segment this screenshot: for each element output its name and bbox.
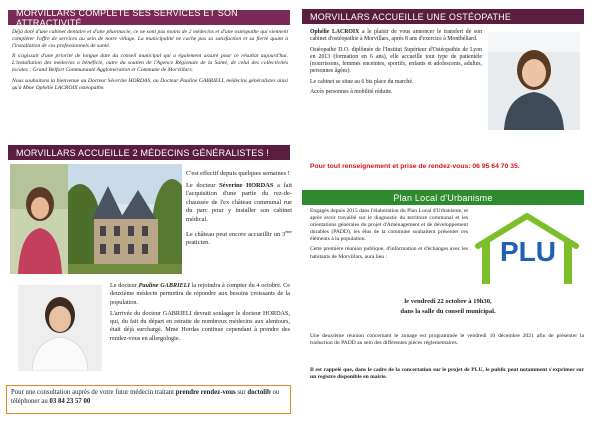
gabrieli-paragraph: Le docteur Pauline GABRIELI la rejoindra à compter du 4 octobre. Ce deuxième médecin permettra de répondre aux besoins croissants de la population.: [110, 282, 290, 306]
plu-paragraph-2: Cette première réunion publique, d'information et d'échanges avec les habitants de Morvillars, aura lieu :: [310, 246, 468, 260]
osteo-intro: Ophélie LACROIX a le plaisir de vous annoncer le transfert de son cabinet d'ostéopathie à Morvillars, après 8 ans d'exercice à Montbéliard.: [310, 29, 482, 43]
header-plu: Plan Local d'Urbanisme: [302, 190, 584, 205]
doctor-gabrieli-photo: [18, 285, 102, 371]
chateau-photo: [68, 164, 182, 274]
relief-paragraph: L'arrivée du docteur GABRIELI devrait soulager le docteur HORDAS, qui, du fait du départ en retraite de nombreux médecins aux alentours, était déjà surchargé. Mme Hordas continue cependant à prendre des rendez-vous en allergologie.: [110, 309, 290, 342]
header-medecins: MORVILLARS ACCUEILLE 2 MÉDECINS GÉNÉRALISTES !: [8, 145, 290, 160]
intro-paragraph-1: Déjà doté d'une cabinet dentaire et d'une pharmacie, ce ne sont pas moins de 2 médecins et d'une ostéopathe qui viennent compléter l'offre de services au sein de notre village. La municipalité ne cache pas sa satisfaction et sa fierté quant à l'installation de ces professionnels de santé.: [12, 29, 288, 50]
header-osteopathe: MORVILLARS ACCUEILLE UNE OSTÉOPATHE: [302, 9, 584, 24]
osteo-text: [310, 29, 482, 99]
osteo-rdv: Pour tout renseignement et prise de rendez-vous: 06 95 64 70 35.: [310, 163, 520, 170]
chateau-paragraph: Le château peut encore accueillir un 3ème praticien.: [186, 228, 292, 247]
plu-date: le vendredi 22 octobre à 19h30,: [404, 298, 492, 305]
appointment-box: Pour une consultation auprès de votre futur médecin traitant prendre rendez-vous sur doctolib ou téléphoner au 03 84 23 57 00: [6, 385, 291, 414]
intro-text: [12, 29, 288, 95]
osteo-qualifications: Ostéopathe D.O. diplômée de l'Institut Supérieur d'Ostéopathie de Lyon en 2013 (formation en 6 ans), elle accueille tout type de patientèle (nourrissons, femmes enceintes, sportifs, enfants et adolescents, adultes, personnes âgées).: [310, 46, 482, 75]
hordas-paragraph: Le docteur Séverine HORDAS a fait l'acquisition d'une partie du rez-de-chaussée de l'ex château communal rue du parc pour y installer son cabinet médical.: [186, 181, 292, 223]
plu-second-meeting: Une deuxième réunion concernant le zonage est programmée le vendredi 10 décembre 2021 afin de présenter la traduction du PADD au sein des différentes pièces réglementaires.: [310, 333, 584, 347]
plu-intro: [310, 208, 468, 264]
plu-paragraph-1: Engagés depuis 2015 dans l'élaboration du Plan Local d'Urbanisme, et après avoir travaillé sur le diagnostic du territoire communal et les orientations générales du projet d'Aménagement et de développement durables (PADD), les élus de la commune souhaitent présenter ces éléments à la population.: [310, 208, 468, 243]
medecins-col-right: [186, 170, 292, 251]
header-services: MORVILLARS COMPLÈTE SES SERVICES ET SON ATTRACTIVITÉ: [8, 10, 290, 25]
osteopathe-photo: [488, 32, 580, 130]
plu-logo: [472, 212, 582, 288]
osteo-address: Le cabinet se situe au 6 bis place du marché.: [310, 78, 414, 85]
plu-logo-text: PLU: [500, 236, 556, 267]
intro-paragraph-2: Il s'agissait d'une priorité de longue date du conseil municipal qui a également assuré pour ce résultat aujourd'hui. L'installation des médecins a bénéficié, outre du soutien de l'Agence Régionale de la Santé, de celui des collectivités locales : Grand Belfort Communauté Agglomération et Commune de Morvillars.: [12, 53, 288, 74]
medecins-lead: C'est effectif depuis quelques semaines !: [186, 170, 290, 177]
intro-paragraph-3: Nous souhaitons la bienvenue au Docteur Séverine HORDAS, au Docteur Pauline GABRIELI, médecins généralistes ainsi qu'à Mme Ophélie LACROIX ostéopathe.: [12, 77, 288, 91]
gabrieli-text: [110, 282, 290, 346]
plu-concertation: Il est rappelé que, dans le cadre de la concertation sur le projet de PLU, le public peut notamment s'exprimer sur un registre disponible en mairie.: [310, 367, 584, 381]
plu-place: dans la salle du conseil municipal.: [400, 308, 496, 315]
osteo-access: Accès personnes à mobilité réduite.: [310, 89, 393, 96]
doctor-hordas-photo: [10, 164, 68, 274]
